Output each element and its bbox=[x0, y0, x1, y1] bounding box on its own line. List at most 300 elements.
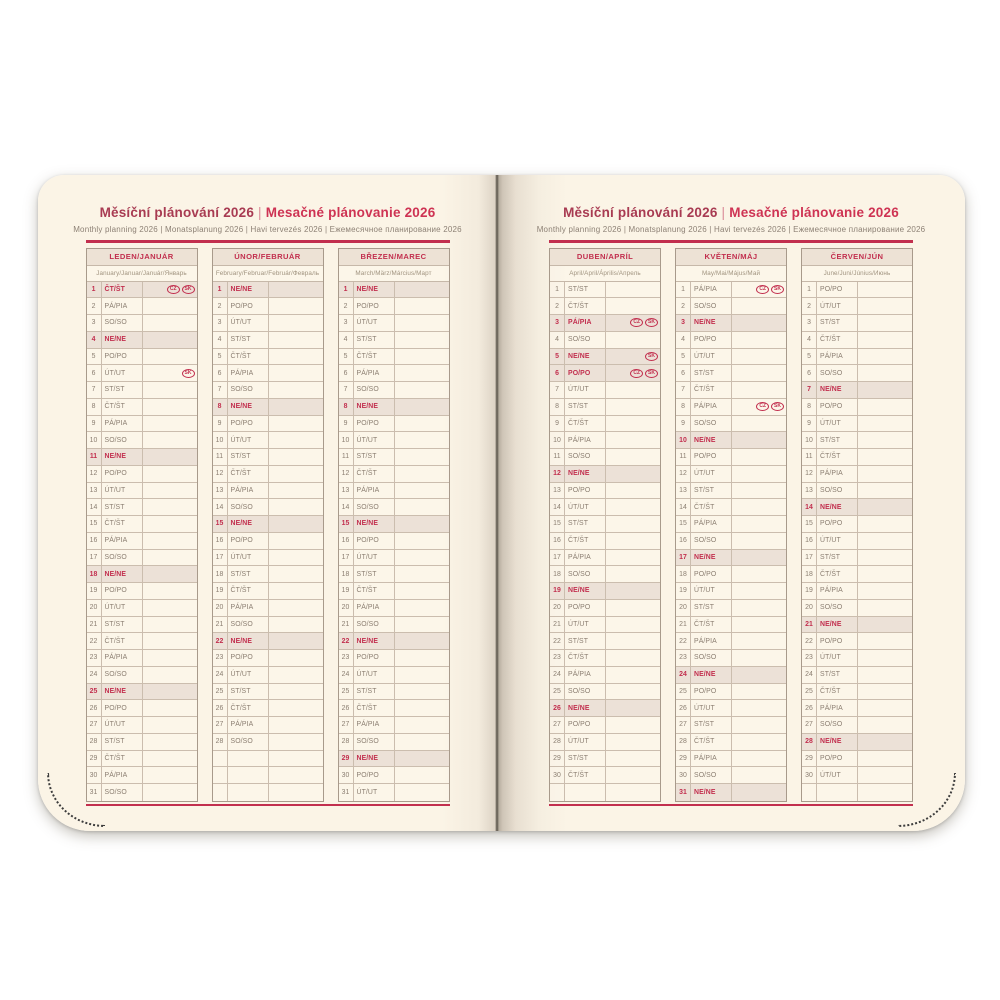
page-title-czech: Měsíční plánování 2026 bbox=[563, 205, 718, 220]
day-number: 18 bbox=[339, 566, 354, 582]
day-abbreviation: ČT/ŠT bbox=[354, 349, 395, 365]
day-number: 1 bbox=[550, 282, 565, 298]
day-notes-space bbox=[606, 717, 660, 733]
day-row-april-19 bbox=[550, 583, 660, 600]
day-row-april-24 bbox=[550, 667, 660, 684]
day-abbreviation: ST/ST bbox=[565, 751, 606, 767]
day-number: 19 bbox=[339, 583, 354, 599]
day-notes-space bbox=[269, 717, 323, 733]
day-number: 15 bbox=[213, 516, 228, 532]
day-notes-space bbox=[606, 315, 660, 331]
page-title bbox=[38, 205, 497, 220]
day-row-june-22 bbox=[802, 633, 912, 650]
day-notes-space bbox=[269, 533, 323, 549]
day-row-may-19 bbox=[676, 583, 786, 600]
day-number: 11 bbox=[87, 449, 102, 465]
day-notes-space bbox=[395, 600, 449, 616]
day-abbreviation: ÚT/UT bbox=[228, 550, 269, 566]
day-number: 9 bbox=[550, 416, 565, 432]
day-abbreviation: ST/ST bbox=[691, 365, 732, 381]
day-row-may-5 bbox=[676, 349, 786, 366]
day-row-may-25 bbox=[676, 684, 786, 701]
day-number: 28 bbox=[550, 734, 565, 750]
holiday-badge-cz-icon: CZ bbox=[630, 369, 643, 378]
month-column-march bbox=[338, 248, 450, 802]
day-abbreviation: ÚT/UT bbox=[354, 315, 395, 331]
day-notes-space bbox=[858, 365, 912, 381]
day-row-april-5 bbox=[550, 349, 660, 366]
day-notes-space bbox=[143, 700, 197, 716]
day-notes-space bbox=[269, 365, 323, 381]
day-abbreviation: ST/ST bbox=[817, 667, 858, 683]
day-abbreviation: ČT/ŠT bbox=[691, 734, 732, 750]
right-page bbox=[497, 175, 965, 831]
day-number: 5 bbox=[213, 349, 228, 365]
day-row-may-15 bbox=[676, 516, 786, 533]
day-abbreviation: ČT/ŠT bbox=[691, 617, 732, 633]
day-number: 8 bbox=[87, 399, 102, 415]
day-row-march-20 bbox=[339, 600, 449, 617]
day-notes-space bbox=[858, 382, 912, 398]
day-abbreviation: ST/ST bbox=[102, 382, 143, 398]
day-abbreviation: NE/NE bbox=[354, 751, 395, 767]
day-abbreviation: PÁ/PIA bbox=[691, 751, 732, 767]
page-title-slovak: Mesačné plánovanie 2026 bbox=[265, 205, 436, 220]
day-row-february-12 bbox=[213, 466, 323, 483]
left-page bbox=[38, 175, 497, 831]
day-abbreviation: NE/NE bbox=[565, 583, 606, 599]
day-abbreviation: PÁ/PIA bbox=[102, 650, 143, 666]
day-row-february-1 bbox=[213, 282, 323, 299]
day-number: 4 bbox=[87, 332, 102, 348]
day-notes-space bbox=[858, 349, 912, 365]
day-abbreviation: ČT/ŠT bbox=[228, 583, 269, 599]
day-notes-space bbox=[606, 466, 660, 482]
day-row-april-14 bbox=[550, 499, 660, 516]
day-abbreviation: ST/ST bbox=[102, 617, 143, 633]
day-notes-space bbox=[606, 784, 660, 801]
day-row-june-30 bbox=[802, 767, 912, 784]
holiday-badge-cz-icon: CZ bbox=[630, 318, 643, 327]
right-page-months bbox=[497, 248, 965, 802]
day-notes-space bbox=[732, 550, 786, 566]
day-abbreviation: PO/PO bbox=[691, 449, 732, 465]
day-row-march-25 bbox=[339, 684, 449, 701]
day-notes-space bbox=[395, 349, 449, 365]
day-row-january-16 bbox=[87, 533, 197, 550]
day-row-may-10 bbox=[676, 432, 786, 449]
day-notes-space bbox=[606, 432, 660, 448]
day-number: 19 bbox=[550, 583, 565, 599]
day-row-march-6 bbox=[339, 365, 449, 382]
day-number: 25 bbox=[213, 684, 228, 700]
day-notes-space bbox=[858, 499, 912, 515]
day-number: 2 bbox=[339, 298, 354, 314]
day-number: 13 bbox=[676, 483, 691, 499]
day-number: 23 bbox=[676, 650, 691, 666]
day-row-may-22 bbox=[676, 633, 786, 650]
day-notes-space bbox=[732, 583, 786, 599]
day-abbreviation: SO/SO bbox=[817, 717, 858, 733]
day-number: 23 bbox=[550, 650, 565, 666]
day-row-april-18 bbox=[550, 566, 660, 583]
day-notes-space bbox=[606, 684, 660, 700]
day-notes-space bbox=[858, 466, 912, 482]
day-number: 31 bbox=[676, 784, 691, 801]
day-abbreviation: PO/PO bbox=[565, 483, 606, 499]
day-row-march-8 bbox=[339, 399, 449, 416]
day-abbreviation: PÁ/PIA bbox=[817, 466, 858, 482]
day-abbreviation: ST/ST bbox=[565, 516, 606, 532]
day-notes-space bbox=[606, 600, 660, 616]
day-number: 1 bbox=[213, 282, 228, 298]
day-notes-space bbox=[143, 483, 197, 499]
day-abbreviation: PÁ/PIA bbox=[817, 700, 858, 716]
day-row-may-28 bbox=[676, 734, 786, 751]
page-title bbox=[497, 205, 965, 220]
day-number: 10 bbox=[676, 432, 691, 448]
day-row-june-27 bbox=[802, 717, 912, 734]
day-notes-space bbox=[143, 332, 197, 348]
day-notes-space bbox=[732, 382, 786, 398]
day-abbreviation: PÁ/PIA bbox=[354, 600, 395, 616]
day-notes-space bbox=[269, 566, 323, 582]
day-abbreviation: PÁ/PIA bbox=[565, 432, 606, 448]
day-number: 9 bbox=[802, 416, 817, 432]
day-row-june-23 bbox=[802, 650, 912, 667]
day-notes-space bbox=[732, 600, 786, 616]
day-row-march-10 bbox=[339, 432, 449, 449]
day-number bbox=[550, 784, 565, 801]
day-number: 24 bbox=[802, 667, 817, 683]
day-abbreviation: ÚT/UT bbox=[565, 382, 606, 398]
day-row-march-3 bbox=[339, 315, 449, 332]
day-abbreviation: ÚT/UT bbox=[565, 617, 606, 633]
red-rule-bottom bbox=[86, 804, 450, 807]
day-notes-space bbox=[858, 315, 912, 331]
day-row-april-empty bbox=[550, 784, 660, 801]
day-row-june-5 bbox=[802, 349, 912, 366]
day-number: 16 bbox=[87, 533, 102, 549]
month-subtitle-january: January/Januar/Január/Январь bbox=[87, 266, 197, 282]
day-abbreviation: PO/PO bbox=[354, 767, 395, 783]
corner-perforation-left bbox=[47, 773, 105, 827]
day-number: 8 bbox=[802, 399, 817, 415]
day-row-february-20 bbox=[213, 600, 323, 617]
day-abbreviation: ÚT/UT bbox=[817, 650, 858, 666]
day-number: 17 bbox=[550, 550, 565, 566]
day-number: 16 bbox=[550, 533, 565, 549]
day-notes-space bbox=[732, 650, 786, 666]
day-notes-space bbox=[269, 684, 323, 700]
month-name-may: KVĚTEN/MÁJ bbox=[676, 249, 786, 266]
day-row-may-1 bbox=[676, 282, 786, 299]
day-notes-space bbox=[858, 399, 912, 415]
day-notes-space bbox=[395, 499, 449, 515]
day-abbreviation: PÁ/PIA bbox=[354, 717, 395, 733]
day-notes-space bbox=[732, 784, 786, 801]
day-abbreviation: ČT/ŠT bbox=[565, 416, 606, 432]
day-row-april-13 bbox=[550, 483, 660, 500]
day-number: 10 bbox=[802, 432, 817, 448]
day-abbreviation: SO/SO bbox=[102, 432, 143, 448]
day-number: 2 bbox=[802, 298, 817, 314]
day-notes-space bbox=[732, 298, 786, 314]
day-row-june-18 bbox=[802, 566, 912, 583]
day-abbreviation: ČT/ŠT bbox=[691, 499, 732, 515]
day-row-june-3 bbox=[802, 315, 912, 332]
day-number: 11 bbox=[339, 449, 354, 465]
day-row-june-10 bbox=[802, 432, 912, 449]
red-rule-top bbox=[86, 240, 450, 243]
day-abbreviation: NE/NE bbox=[691, 550, 732, 566]
day-number: 10 bbox=[339, 432, 354, 448]
day-row-june-13 bbox=[802, 483, 912, 500]
day-notes-space bbox=[858, 298, 912, 314]
day-notes-space bbox=[269, 399, 323, 415]
day-row-march-27 bbox=[339, 717, 449, 734]
day-row-june-24 bbox=[802, 667, 912, 684]
day-abbreviation: ČT/ŠT bbox=[565, 533, 606, 549]
day-abbreviation: ÚT/UT bbox=[102, 600, 143, 616]
day-notes-space bbox=[143, 667, 197, 683]
day-notes-space bbox=[732, 365, 786, 381]
day-number: 12 bbox=[213, 466, 228, 482]
day-number: 13 bbox=[339, 483, 354, 499]
day-number: 12 bbox=[87, 466, 102, 482]
day-number: 30 bbox=[550, 767, 565, 783]
day-number: 31 bbox=[87, 784, 102, 801]
day-notes-space bbox=[269, 449, 323, 465]
day-row-january-27 bbox=[87, 717, 197, 734]
day-abbreviation: SO/SO bbox=[565, 566, 606, 582]
day-row-february-13 bbox=[213, 483, 323, 500]
day-abbreviation: PO/PO bbox=[102, 700, 143, 716]
red-rule-bottom bbox=[549, 804, 913, 807]
day-number: 30 bbox=[802, 767, 817, 783]
day-notes-space bbox=[858, 734, 912, 750]
day-number: 21 bbox=[87, 617, 102, 633]
month-column-june bbox=[801, 248, 913, 802]
day-number: 7 bbox=[550, 382, 565, 398]
day-row-april-23 bbox=[550, 650, 660, 667]
day-abbreviation: ST/ST bbox=[817, 550, 858, 566]
day-row-february-28 bbox=[213, 734, 323, 751]
day-abbreviation: ČT/ŠT bbox=[102, 751, 143, 767]
day-abbreviation: PO/PO bbox=[565, 717, 606, 733]
day-number: 1 bbox=[802, 282, 817, 298]
day-row-april-1 bbox=[550, 282, 660, 299]
day-row-may-9 bbox=[676, 416, 786, 433]
day-row-january-28 bbox=[87, 734, 197, 751]
day-abbreviation: PÁ/PIA bbox=[102, 298, 143, 314]
day-notes-space bbox=[395, 516, 449, 532]
day-abbreviation: PÁ/PIA bbox=[817, 349, 858, 365]
day-row-march-22 bbox=[339, 633, 449, 650]
day-notes-space bbox=[606, 767, 660, 783]
day-notes-space bbox=[395, 667, 449, 683]
day-abbreviation: ÚT/UT bbox=[228, 315, 269, 331]
day-abbreviation: SO/SO bbox=[102, 784, 143, 801]
day-row-june-9 bbox=[802, 416, 912, 433]
day-notes-space bbox=[143, 365, 197, 381]
day-notes-space bbox=[732, 734, 786, 750]
day-abbreviation: SO/SO bbox=[102, 550, 143, 566]
day-row-may-23 bbox=[676, 650, 786, 667]
day-abbreviation: ČT/ŠT bbox=[228, 349, 269, 365]
day-abbreviation: ČT/ŠT bbox=[565, 767, 606, 783]
day-number: 6 bbox=[550, 365, 565, 381]
day-abbreviation: ST/ST bbox=[354, 332, 395, 348]
day-notes-space bbox=[732, 449, 786, 465]
day-abbreviation: ÚT/UT bbox=[354, 784, 395, 801]
day-notes-space bbox=[269, 315, 323, 331]
day-number: 29 bbox=[339, 751, 354, 767]
day-row-march-5 bbox=[339, 349, 449, 366]
day-number: 27 bbox=[676, 717, 691, 733]
day-row-may-31 bbox=[676, 784, 786, 801]
day-abbreviation: ÚT/UT bbox=[817, 298, 858, 314]
day-number: 20 bbox=[802, 600, 817, 616]
day-notes-space bbox=[395, 717, 449, 733]
day-row-january-26 bbox=[87, 700, 197, 717]
day-number: 14 bbox=[550, 499, 565, 515]
day-row-april-4 bbox=[550, 332, 660, 349]
left-page-header bbox=[38, 175, 497, 243]
day-abbreviation: PÁ/PIA bbox=[691, 516, 732, 532]
day-notes-space bbox=[395, 365, 449, 381]
month-column-april bbox=[549, 248, 661, 802]
day-abbreviation: PO/PO bbox=[817, 633, 858, 649]
day-abbreviation: PÁ/PIA bbox=[691, 282, 732, 298]
day-number: 27 bbox=[550, 717, 565, 733]
day-notes-space bbox=[732, 533, 786, 549]
day-number: 30 bbox=[87, 767, 102, 783]
day-row-february-22 bbox=[213, 633, 323, 650]
day-notes-space bbox=[606, 483, 660, 499]
day-notes-space bbox=[732, 315, 786, 331]
day-number: 30 bbox=[676, 767, 691, 783]
day-notes-space bbox=[269, 382, 323, 398]
day-notes-space bbox=[858, 633, 912, 649]
day-number: 29 bbox=[550, 751, 565, 767]
day-notes-space bbox=[732, 349, 786, 365]
day-notes-space bbox=[732, 516, 786, 532]
day-number: 7 bbox=[802, 382, 817, 398]
day-row-january-24 bbox=[87, 667, 197, 684]
day-row-march-2 bbox=[339, 298, 449, 315]
day-notes-space bbox=[732, 432, 786, 448]
day-notes-space bbox=[858, 483, 912, 499]
day-row-may-14 bbox=[676, 499, 786, 516]
day-abbreviation: NE/NE bbox=[691, 667, 732, 683]
day-abbreviation: PO/PO bbox=[565, 600, 606, 616]
day-row-april-25 bbox=[550, 684, 660, 701]
day-row-february-21 bbox=[213, 617, 323, 634]
day-abbreviation: ST/ST bbox=[817, 315, 858, 331]
day-notes-space bbox=[395, 332, 449, 348]
day-notes-space bbox=[269, 516, 323, 532]
day-abbreviation: ČT/ŠT bbox=[691, 382, 732, 398]
day-notes-space bbox=[143, 633, 197, 649]
day-notes-space bbox=[858, 332, 912, 348]
day-notes-space bbox=[858, 533, 912, 549]
day-notes-space bbox=[858, 550, 912, 566]
day-number: 25 bbox=[802, 684, 817, 700]
day-notes-space bbox=[858, 449, 912, 465]
day-number: 26 bbox=[339, 700, 354, 716]
day-notes-space bbox=[606, 751, 660, 767]
day-notes-space bbox=[143, 315, 197, 331]
day-number: 16 bbox=[213, 533, 228, 549]
month-subtitle-april: April/April/Április/Апрель bbox=[550, 266, 660, 282]
day-abbreviation: ÚT/UT bbox=[565, 499, 606, 515]
day-abbreviation: NE/NE bbox=[354, 633, 395, 649]
day-abbreviation: ST/ST bbox=[565, 633, 606, 649]
day-row-january-11 bbox=[87, 449, 197, 466]
day-notes-space bbox=[143, 516, 197, 532]
day-abbreviation: PÁ/PIA bbox=[228, 717, 269, 733]
day-abbreviation: ÚT/UT bbox=[817, 416, 858, 432]
day-row-june-7 bbox=[802, 382, 912, 399]
day-abbreviation: PO/PO bbox=[228, 650, 269, 666]
day-notes-space bbox=[732, 767, 786, 783]
day-number: 17 bbox=[802, 550, 817, 566]
day-number: 24 bbox=[550, 667, 565, 683]
day-notes-space bbox=[395, 566, 449, 582]
day-number: 23 bbox=[339, 650, 354, 666]
day-number: 22 bbox=[87, 633, 102, 649]
day-abbreviation bbox=[565, 784, 606, 801]
day-number: 9 bbox=[213, 416, 228, 432]
day-abbreviation: NE/NE bbox=[102, 332, 143, 348]
day-notes-space bbox=[732, 566, 786, 582]
day-row-may-24 bbox=[676, 667, 786, 684]
day-notes-space bbox=[143, 650, 197, 666]
day-abbreviation: ST/ST bbox=[228, 332, 269, 348]
day-notes-space bbox=[606, 332, 660, 348]
day-row-april-15 bbox=[550, 516, 660, 533]
day-notes-space bbox=[395, 734, 449, 750]
day-row-may-16 bbox=[676, 533, 786, 550]
day-number: 14 bbox=[213, 499, 228, 515]
day-abbreviation: NE/NE bbox=[817, 499, 858, 515]
day-abbreviation: PÁ/PIA bbox=[102, 767, 143, 783]
day-notes-space bbox=[143, 600, 197, 616]
day-abbreviation: NE/NE bbox=[817, 382, 858, 398]
day-abbreviation: ST/ST bbox=[228, 566, 269, 582]
day-row-february-8 bbox=[213, 399, 323, 416]
red-rule-top bbox=[549, 240, 913, 243]
day-abbreviation: PO/PO bbox=[102, 583, 143, 599]
day-row-march-26 bbox=[339, 700, 449, 717]
day-abbreviation: SO/SO bbox=[354, 734, 395, 750]
day-number: 3 bbox=[87, 315, 102, 331]
day-notes-space bbox=[858, 684, 912, 700]
day-number: 29 bbox=[802, 751, 817, 767]
day-abbreviation: ÚT/UT bbox=[354, 432, 395, 448]
day-number: 15 bbox=[339, 516, 354, 532]
day-row-june-1 bbox=[802, 282, 912, 299]
day-row-april-3 bbox=[550, 315, 660, 332]
day-abbreviation: ČT/ŠT bbox=[565, 650, 606, 666]
day-row-february-empty bbox=[213, 784, 323, 801]
day-notes-space bbox=[732, 667, 786, 683]
day-abbreviation: ČT/ŠT bbox=[817, 684, 858, 700]
holiday-badge-sk-icon: SK bbox=[182, 285, 195, 294]
day-abbreviation bbox=[228, 751, 269, 767]
day-abbreviation: ST/ST bbox=[102, 499, 143, 515]
